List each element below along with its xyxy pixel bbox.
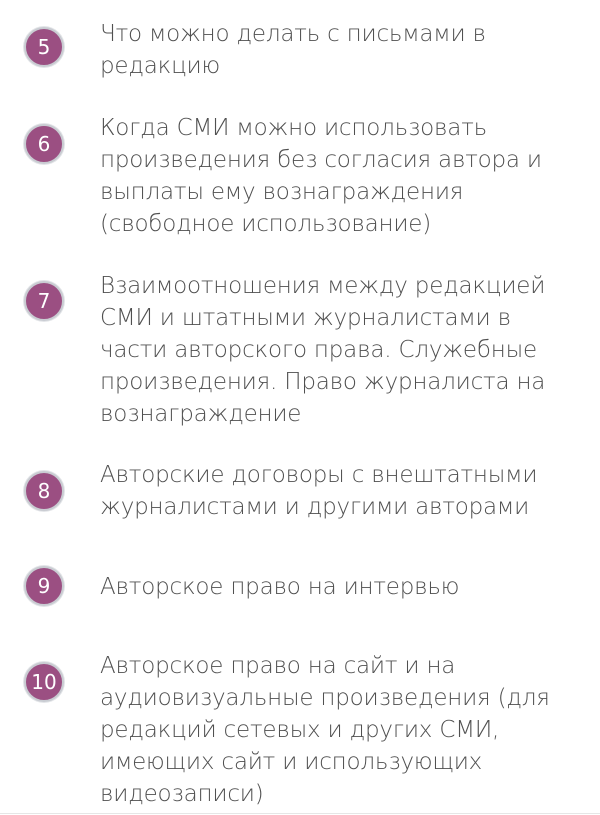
topic-item-10[interactable]: [0, 650, 600, 813]
number-badge: 6: [24, 124, 64, 164]
topic-title: Авторские договоры с внештатными журналистами и другими авторами: [100, 462, 545, 520]
number-badge: 8: [24, 471, 64, 511]
topic-title: Авторское право на сайт и на аудиовизуальные произведения (для редакций сетевых и других СМИ, имеющих сайт и использующих видеозаписи): [100, 653, 557, 807]
topic-title: Авторское право на интервью: [100, 574, 460, 600]
bottom-divider: [0, 813, 600, 814]
number-badge: 10: [24, 662, 64, 702]
topic-item-5[interactable]: [0, 0, 600, 110]
number-badge: 9: [24, 566, 64, 606]
topic-item-9[interactable]: [0, 555, 600, 650]
number-badge: 7: [24, 281, 64, 321]
topic-item-7[interactable]: [0, 265, 600, 455]
topic-item-6[interactable]: [0, 110, 600, 265]
topic-title: Что можно делать с письмами в редакцию: [100, 21, 493, 79]
number-badge: 5: [24, 27, 64, 67]
topic-title: Когда СМИ можно использовать произведения без согласия автора и выплаты ему вознаграждения (свободное использование): [100, 115, 549, 237]
topic-item-8[interactable]: [0, 455, 600, 555]
topic-title: Взаимоотношения между редакцией СМИ и штатными журналистами в части авторского права. Служебные произведения. Право журналиста на вознаграждение: [100, 273, 553, 427]
